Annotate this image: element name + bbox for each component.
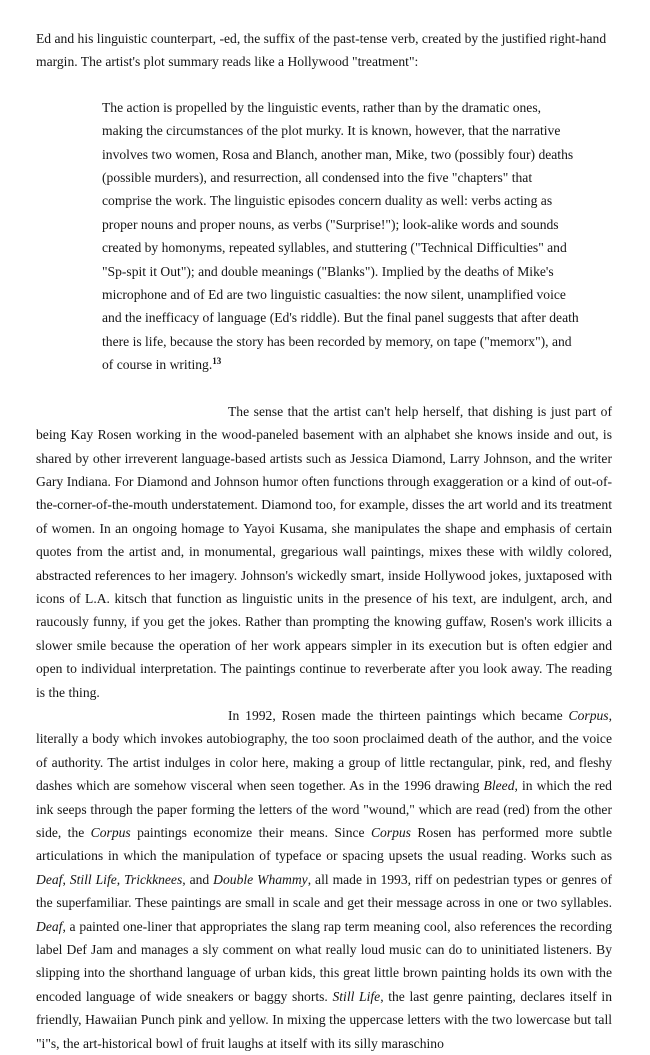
work-title-bleed: Bleed [483,778,515,794]
block-quote [102,96,582,377]
p2-sep-3: , and [182,871,214,887]
work-title-corpus: Corpus [568,707,609,723]
intro-paragraph: Ed and his linguistic counterpart, -ed, the suffix of the past-tense verb, created by the justified right-hand margin. The artist's plot summary reads like a Hollywood "treatment": [36,31,607,70]
p2-text-8: , the last genre painting, declares itself in friendly, Hawaiian Punch pink and yellow. In mixing the uppercase letters with the two lowercase but tall "i"s, the art-historical bowl of fruit laughs at itself with its silly maraschino [36,988,612,1051]
footnote-reference[interactable]: 13 [212,356,222,367]
p2-sep-2: , [116,871,125,887]
p2-text-4: paintings economize their means. Since [130,825,371,840]
p2-text-2: , literally a body which invokes autobiography, the too soon proclaimed death of the author, and the voice of authority. The artist indulges in color here, making a group of little rectangular, pink, red, and fleshy dashes which are somehow visceral when seen together. As in the 1996 drawing [36,707,612,794]
work-title-still-life: Still Life [69,871,117,887]
work-title-deaf: Deaf [36,871,63,887]
work-title-corpus: Corpus [90,825,131,840]
work-title-deaf: Deaf [36,918,63,934]
block-quote-text: The action is propelled by the linguistic events, rather than by the dramatic ones, making the circumstances of the plot murky. It is known, however, that the narrative involves two women, Rosa and Blanch, another man, Mike, two (possibly four) deaths (possible murders), and resurrection, all condensed into the five "chapters" that comprise the work. The linguistic episodes concern duality as well: verbs acting as proper nouns and proper nouns, as verbs ("Surprise!"); look-alike words and sounds created by homonyms, repeated syllables, and stuttering ("Technical Difficulties" and "Sp-spit it Out"); and double meanings ("Blanks"). Implied by the deaths of Mike's microphone and of Ed are two linguistic casualties: the now silent, unamplified voice and the inefficacy of language (Ed's riddle). But the final panel suggests that after death there is life, because the story has been recorded by memory, on tape ("memorx"), and of course in writing. [102,99,579,373]
p2-text-5: Rosen has performed more subtle articulations in which the manipulation of typeface or spacing upsets the usual reading. Works such as [36,825,612,864]
p2-text-3: , in which the red ink seeps through the paper forming the letters of the word "wound," which are read (red) from the other side, the [36,778,612,840]
body-paragraph-2 [36,704,612,1055]
work-title-double-whammy: Double Whammy [213,871,308,887]
p2-text-7: , a painted one-liner that appropriates the slang rap term meaning cool, also references the recording label Def Jam and manages a sly comment on what really loud music can do to uninitiated listeners. By slipping into the shorthand language of urban kids, this great little brown painting holds its own with the encoded language of wide sneakers or baggy shorts. [36,918,612,1004]
p2-text-1: In 1992, Rosen made the thirteen paintings which became [228,707,569,723]
work-title-trickknees: Trickknees [124,871,183,887]
body-paragraph-1: The sense that the artist can't help herself, that dishing is just part of being Kay Rosen working in the wood-paneled basement with an alphabet she knows inside and out, is shared by other irreverent language-based artists such as Jessica Diamond, Larry Johnson, and the writer Gary Indiana. For Diamond and Johnson humor often functions through exaggeration or a kind of out-of-the-corner-of-the-mouth understatement. Diamond too, for example, disses the art world and its treatment of women. In an ongoing homage to Yayoi Kusama, she manipulates the shape and emphasis of certain quotes from the artist and, in monumental, gregarious wall paintings, mixes these with wildly colored, abstracted references to her imagery. Johnson's wickedly smart, inside Hollywood jokes, juxtaposed with icons of L.A. kitsch that function as linguistic units in the presence of his text, are indulgent, arch, and raucously funny, if you get the jokes. Rather than prompting the knowing guffaw, Rosen's work illicits a slower smile because the operation of her work appears simpler in its execution but is often edgier and open to individual interpretation. The paintings continue to reverberate after you look away. The reading is the thing. [36,403,612,700]
p2-sep-1: , [62,871,70,887]
work-title-corpus: Corpus [370,825,411,840]
p2-text-6: , all made in 1993, riff on pedestrian types or genres of the superfamiliar. These paintings are small in scale and get their message across in one or two syllables. [36,871,613,911]
document-page [36,27,612,1055]
work-title-still-life: Still Life [332,988,381,1004]
